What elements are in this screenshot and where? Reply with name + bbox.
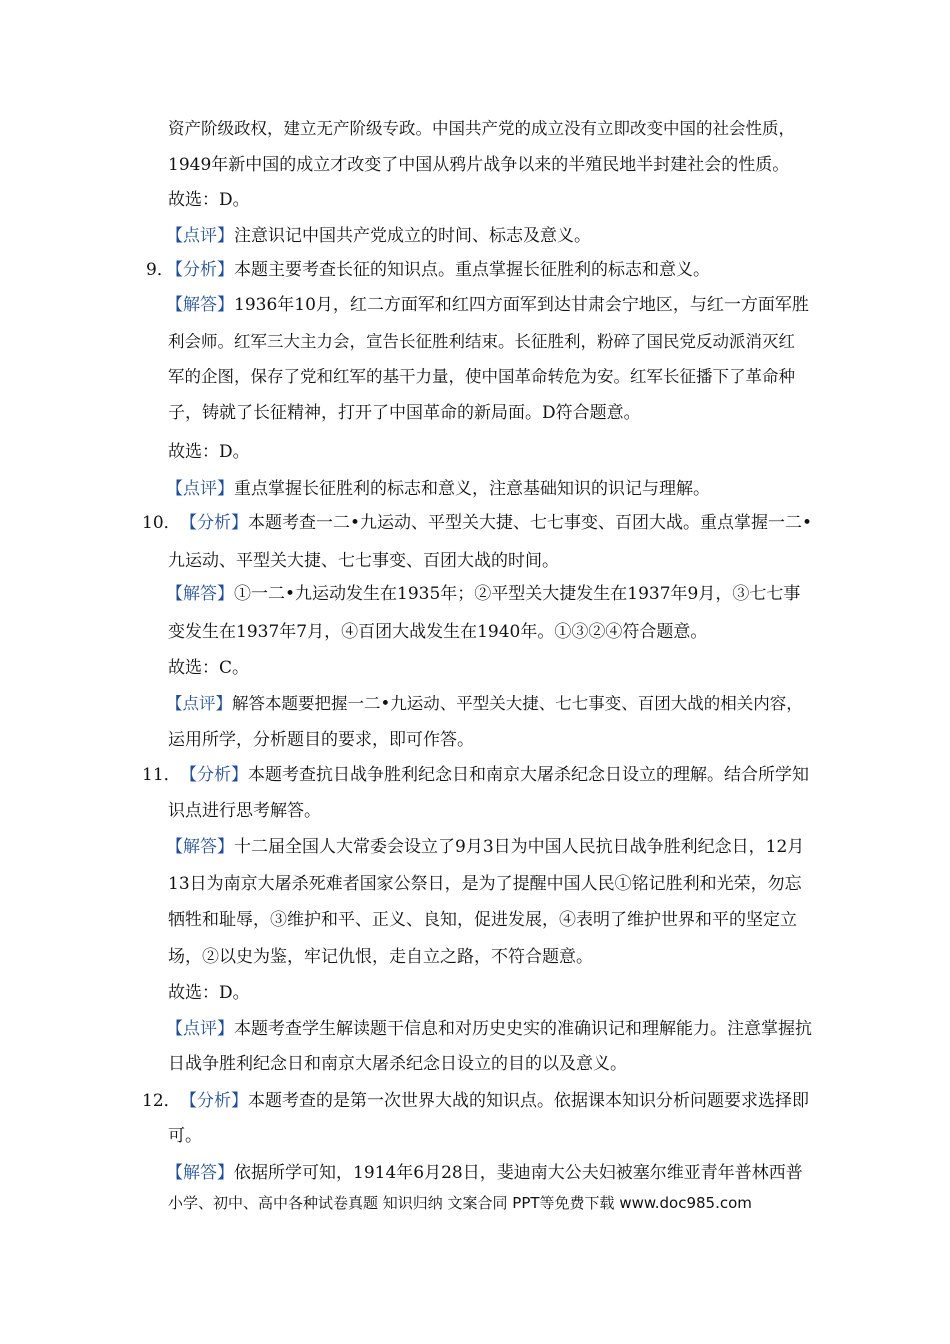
section-tag: 【解答】 [166, 584, 234, 604]
text-line [168, 154, 789, 176]
line-text: 故选：C。 [168, 658, 250, 678]
text-line [166, 478, 710, 500]
section-tag: 【点评】 [166, 1019, 234, 1039]
line-text: 13日为南京大屠杀死难者国家公祭日，是为了提醒中国人民①铭记胜利和光荣，勿忘 [168, 874, 802, 894]
footer-watermark: 小学、初中、高中各种试卷真题 知识归纳 文案合同 PPT等免费下载 www.doc985.com [168, 1194, 752, 1212]
text-line [166, 1018, 812, 1040]
section-tag: 【解答】 [166, 837, 234, 857]
section-tag: 【点评】 [166, 226, 234, 246]
text-line [166, 583, 800, 605]
text-line [168, 402, 641, 424]
section-tag: 【点评】 [166, 479, 234, 499]
text-line [168, 909, 797, 931]
text-line [168, 331, 795, 353]
line-text: 重点掌握长征胜利的标志和意义，注意基础知识的识记与理解。 [234, 479, 710, 499]
line-text: 故选：D。 [168, 190, 250, 210]
text-line [168, 1053, 627, 1075]
text-line [166, 836, 804, 858]
question-number: 9． [146, 260, 174, 280]
line-text: 利会师。红军三大主力会，宣告长征胜利结束。长征胜利，粉碎了国民党反动派消灭红 [168, 332, 795, 351]
line-text: 运用所学，分析题目的要求，即可作答。 [168, 730, 474, 750]
text-line [168, 366, 795, 388]
line-text: 故选：D。 [168, 442, 250, 462]
section-tag: 【分析】 [166, 260, 234, 280]
text-line [168, 118, 795, 140]
text-line [166, 693, 803, 715]
text-line [168, 800, 321, 822]
section-tag: 【分析】 [180, 513, 248, 533]
line-text: 可。 [168, 1126, 202, 1146]
line-text: 子，铸就了长征精神，打开了中国革命的新局面。D符合题意。 [168, 403, 641, 423]
line-text: 故选：D。 [168, 983, 250, 1003]
text-line [168, 657, 249, 679]
text-line [168, 982, 250, 1004]
line-text: 十二届全国人大常委会设立了9月3日为中国人民抗日战争胜利纪念日，12月 [234, 837, 805, 857]
text-line [166, 294, 809, 316]
text-line [168, 550, 559, 572]
text-line [180, 512, 812, 534]
question-number: 12． [142, 1091, 181, 1111]
line-text: 1936年10月，红二方面军和红四方面军到达甘肃会宁地区，与红一方面军胜 [234, 295, 809, 315]
line-text: 本题考查学生解读题干信息和对历史史实的准确识记和理解能力。注意掌握抗 [234, 1019, 812, 1039]
text-line [168, 441, 250, 463]
line-text: 本题主要考查长征的知识点。重点掌握长征胜利的标志和意义。 [234, 260, 710, 280]
section-tag: 【分析】 [180, 765, 248, 785]
question-number: 11． [142, 765, 181, 785]
line-text: 本题考查一二•九运动、平型关大捷、七七事变、百团大战。重点掌握一二• [248, 513, 813, 533]
line-text: 日战争胜利纪念日和南京大屠杀纪念日设立的目的以及意义。 [168, 1054, 627, 1074]
text-line [180, 764, 809, 786]
text-line [168, 1125, 202, 1147]
line-text: 解答本题要把握一二•九运动、平型关大捷、七七事变、百团大战的相关内容， [232, 694, 803, 713]
section-tag: 【解答】 [166, 1163, 234, 1183]
line-text: 场，②以史为鉴，牢记仇恨，走自立之路，不符合题意。 [168, 947, 593, 967]
line-text: 识点进行思考解答。 [168, 801, 321, 821]
section-tag: 【分析】 [180, 1091, 248, 1111]
line-text: 九运动、平型关大捷、七七事变、百团大战的时间。 [168, 551, 559, 571]
text-line [168, 729, 474, 751]
line-text: 军的企图，保存了党和红军的基干力量，使中国革命转危为安。红军长征播下了革命种 [168, 367, 795, 386]
section-tag: 【解答】 [166, 295, 234, 315]
question-number: 10． [142, 513, 181, 533]
text-line [166, 225, 591, 247]
line-text: 1949年新中国的成立才改变了中国从鸦片战争以来的半殖民地半封建社会的性质。 [168, 155, 790, 175]
text-line [168, 189, 250, 211]
line-text: 牺牲和耻辱，③维护和平、正义、良知，促进发展，④表明了维护世界和平的坚定立 [168, 910, 797, 930]
line-text: 本题考查抗日战争胜利纪念日和南京大屠杀纪念日设立的理解。结合所学知 [248, 765, 809, 785]
line-text: 本题考查的是第一次世界大战的知识点。依据课本知识分析问题要求选择即 [248, 1091, 809, 1111]
line-text: 变发生在1937年7月，④百团大战发生在1940年。①③②④符合题意。 [168, 622, 708, 642]
text-line [168, 946, 593, 968]
line-text: 资产阶级政权，建立无产阶级专政。中国共产党的成立没有立即改变中国的社会性质， [168, 119, 795, 138]
text-line [166, 1162, 803, 1184]
line-text: 依据所学可知，1914年6月28日，斐迪南大公夫妇被塞尔维亚青年普林西普 [234, 1163, 803, 1183]
section-tag: 【点评】 [166, 694, 232, 713]
text-line [166, 259, 710, 281]
text-line [168, 873, 802, 895]
text-line [180, 1090, 809, 1112]
line-text: ①一二•九运动发生在1935年；②平型关大捷发生在1937年9月，③七七事 [234, 584, 801, 604]
line-text: 注意识记中国共产党成立的时间、标志及意义。 [234, 226, 591, 246]
text-line [168, 621, 707, 643]
